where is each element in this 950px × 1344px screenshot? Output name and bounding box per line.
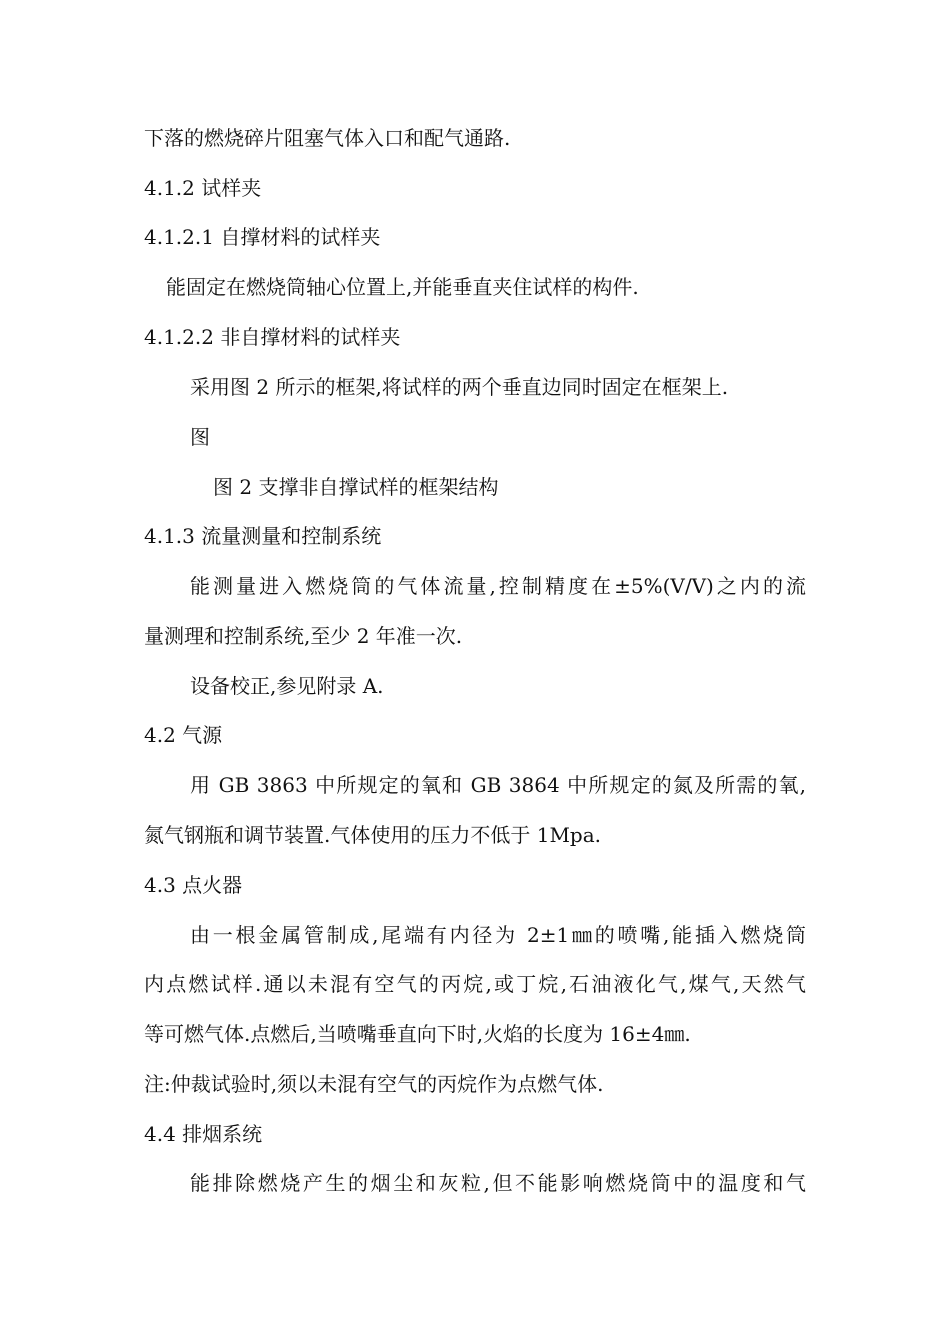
paragraph-line: 能测量进入燃烧筒的气体流量,控制精度在±5%(V/V)之内的流 <box>190 574 806 598</box>
paragraph-line: 内点燃试样.通以未混有空气的丙烷,或丁烷,石油液化气,煤气,天然气 <box>144 972 806 996</box>
note-line: 注:仲裁试验时,须以未混有空气的丙烷作为点燃气体. <box>144 1072 604 1096</box>
section-heading: 4.1.3 流量测量和控制系统 <box>144 524 382 548</box>
figure-caption: 图 2 支撑非自撑试样的框架结构 <box>213 475 499 499</box>
subsection-heading: 4.1.2.2 非自撑材料的试样夹 <box>144 325 401 349</box>
section-heading: 4.2 气源 <box>144 723 223 747</box>
paragraph-line: 下落的燃烧碎片阻塞气体入口和配气通路. <box>144 126 511 150</box>
figure-placeholder: 图 <box>190 425 210 449</box>
section-heading: 4.1.2 试样夹 <box>144 176 262 200</box>
paragraph-line: 能排除燃烧产生的烟尘和灰粒,但不能影响燃烧筒中的温度和气 <box>190 1171 806 1195</box>
paragraph-line: 能固定在燃烧筒轴心位置上,并能垂直夹住试样的构件. <box>166 275 639 299</box>
paragraph-line: 由一根金属管制成,尾端有内径为 2±1㎜的喷嘴,能插入燃烧筒 <box>190 923 806 947</box>
section-heading: 4.3 点火器 <box>144 873 243 897</box>
paragraph-line: 氮气钢瓶和调节装置.气体使用的压力不低于 1Mpa. <box>144 823 602 847</box>
paragraph-line: 采用图 2 所示的框架,将试样的两个垂直边同时固定在框架上. <box>190 375 729 399</box>
section-heading: 4.4 排烟系统 <box>144 1122 263 1146</box>
paragraph-line: 量测理和控制系统,至少 2 年准一次. <box>144 624 463 648</box>
paragraph-line: 设备校正,参见附录 A. <box>190 674 384 698</box>
subsection-heading: 4.1.2.1 自撑材料的试样夹 <box>144 225 381 249</box>
paragraph-line: 用 GB 3863 中所规定的氧和 GB 3864 中所规定的氮及所需的氧, <box>190 773 806 797</box>
paragraph-line: 等可燃气体.点燃后,当喷嘴垂直向下时,火焰的长度为 16±4㎜. <box>144 1022 691 1046</box>
